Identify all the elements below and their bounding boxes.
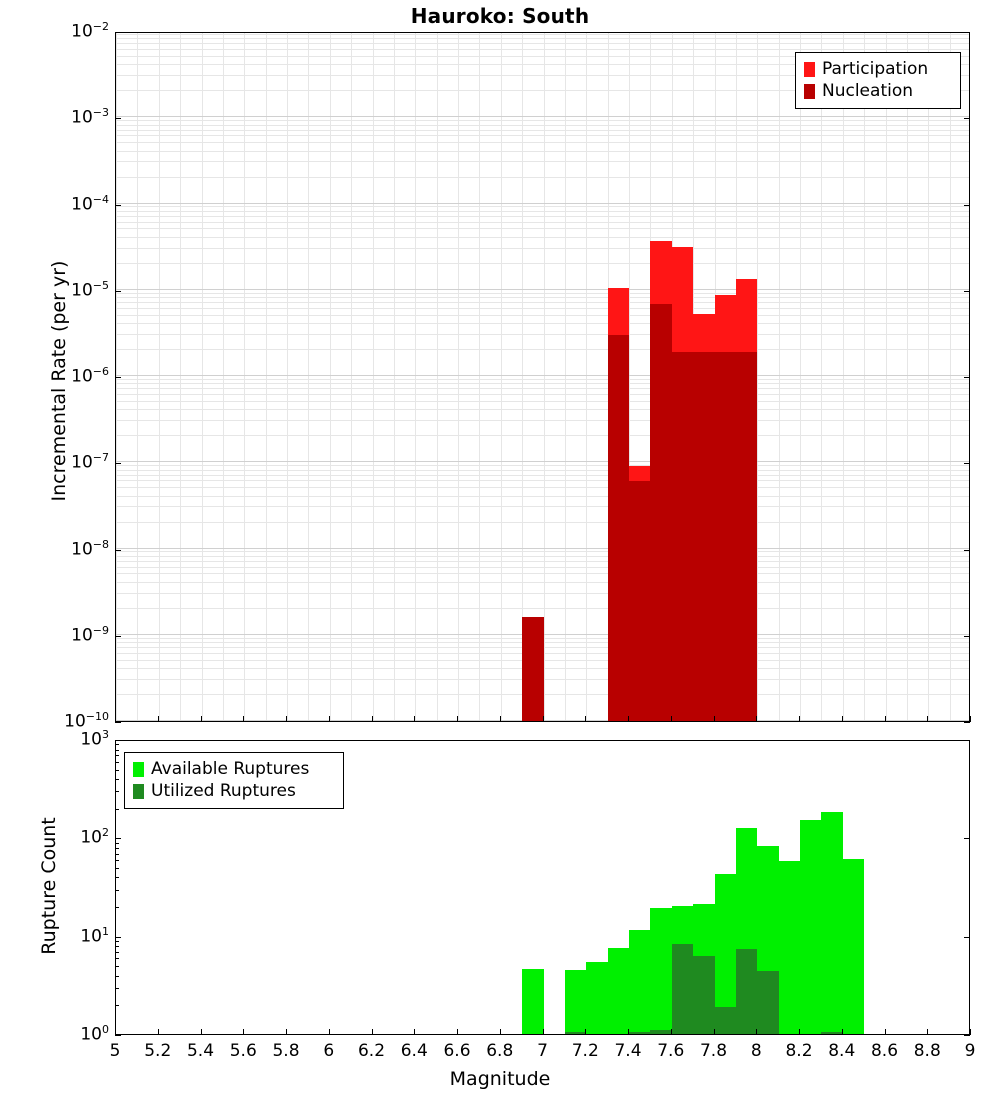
gridline-horizontal: [116, 582, 969, 583]
y-tick: [964, 937, 970, 938]
y-minor-tick: [115, 809, 119, 810]
y-minor-tick: [115, 941, 119, 942]
x-tick-label: 6.8: [486, 1041, 514, 1061]
gridline-horizontal: [116, 522, 969, 523]
gridline-horizontal: [116, 567, 969, 568]
bar-available-ruptures: [565, 970, 586, 1034]
gridline-horizontal: [116, 203, 969, 204]
x-tick-label: 6.4: [400, 1041, 428, 1061]
y-minor-tick: [115, 791, 119, 792]
y-tick: [115, 550, 121, 551]
x-tick: [543, 716, 544, 722]
bar-nucleation: [650, 304, 671, 721]
y-minor-tick: [115, 843, 119, 844]
gridline-horizontal: [116, 561, 969, 562]
gridline-horizontal: [116, 608, 969, 609]
y-tick: [115, 118, 121, 119]
y-minor-tick: [115, 770, 119, 771]
gridline-horizontal: [116, 394, 969, 395]
gridline-horizontal: [116, 465, 969, 466]
x-tick: [201, 716, 202, 722]
y-tick: [964, 291, 970, 292]
gridline-horizontal: [116, 379, 969, 380]
x-tick-label: 6: [323, 1041, 335, 1061]
legend-label-participation: Participation: [822, 59, 929, 79]
x-tick: [372, 716, 373, 722]
x-tick: [286, 716, 287, 722]
x-axis-title: Magnitude: [449, 1068, 551, 1090]
x-tick-label: 6.2: [357, 1041, 386, 1061]
x-tick: [714, 716, 715, 722]
x-tick: [885, 716, 886, 722]
y-tick: [115, 636, 121, 637]
x-tick-label: 5.6: [229, 1041, 257, 1061]
utilized-ruptures-swatch: [133, 784, 144, 799]
y-tick: [964, 636, 970, 637]
x-tick-label: 5.2: [144, 1041, 172, 1061]
gridline-horizontal: [116, 593, 969, 594]
page-title: Hauroko: South: [410, 4, 590, 28]
bar-nucleation: [736, 352, 757, 721]
x-tick: [671, 716, 672, 722]
x-tick: [671, 1029, 672, 1035]
y-tick: [115, 722, 121, 723]
x-tick: [115, 1029, 116, 1035]
gridline-horizontal: [116, 480, 969, 481]
available-ruptures-swatch: [133, 762, 144, 777]
x-tick: [799, 1029, 800, 1035]
bar-available-ruptures: [800, 820, 821, 1034]
gridline-horizontal: [116, 222, 969, 223]
gridline-horizontal: [116, 302, 969, 303]
y-tick: [115, 1035, 121, 1036]
gridline-horizontal: [116, 375, 969, 376]
bar-available-ruptures: [522, 969, 543, 1034]
y-tick-label: $10^3$: [80, 728, 109, 750]
bar-utilized-ruptures: [715, 1007, 736, 1034]
gridline-horizontal: [116, 401, 969, 402]
y-minor-tick: [115, 854, 119, 855]
gridline-horizontal: [116, 34, 969, 35]
y-minor-tick: [115, 877, 119, 878]
legend-item-nucleation: [804, 80, 952, 102]
y-minor-tick: [115, 762, 119, 763]
legend-label-utilized-ruptures: Utilized Ruptures: [151, 781, 296, 801]
y-tick: [964, 377, 970, 378]
bar-available-ruptures: [779, 861, 800, 1034]
bottom-y-axis-title: Rupture Count: [38, 817, 60, 955]
x-tick: [243, 716, 244, 722]
bar-nucleation: [693, 352, 714, 721]
x-tick-label: 7.8: [699, 1041, 728, 1061]
x-tick: [756, 716, 757, 722]
y-minor-tick: [115, 907, 119, 908]
y-tick-label: $10^{-8}$: [71, 537, 109, 560]
x-tick: [628, 1029, 629, 1035]
y-tick: [964, 722, 970, 723]
bar-utilized-ruptures: [757, 971, 778, 1034]
y-minor-tick: [115, 755, 119, 756]
gridline-horizontal: [116, 461, 969, 462]
x-tick-label: 8.6: [870, 1041, 899, 1061]
y-tick: [964, 740, 970, 741]
gridline-horizontal: [116, 161, 969, 162]
gridline-horizontal: [116, 323, 969, 324]
gridline-horizontal: [116, 388, 969, 389]
x-tick-label: 6.6: [443, 1041, 471, 1061]
legend-item-participation: [804, 58, 952, 80]
legend-label-nucleation: Nucleation: [822, 81, 914, 101]
y-minor-tick: [115, 946, 119, 947]
gridline-horizontal: [116, 297, 969, 298]
y-minor-tick: [115, 890, 119, 891]
x-tick: [329, 716, 330, 722]
y-minor-tick: [115, 744, 119, 745]
gridline-horizontal: [116, 38, 969, 39]
incremental-rate-plot: [115, 32, 970, 722]
gridline-horizontal: [116, 135, 969, 136]
y-minor-tick: [115, 779, 119, 780]
y-minor-tick: [115, 868, 119, 869]
x-tick: [457, 1029, 458, 1035]
bar-available-ruptures: [650, 908, 671, 1034]
x-tick-label: 5.4: [186, 1041, 215, 1061]
legend-item-available-ruptures: [133, 758, 335, 780]
gridline-horizontal: [116, 151, 969, 152]
x-tick: [842, 1029, 843, 1035]
x-tick-label: 7.6: [657, 1041, 685, 1061]
gridline-horizontal: [116, 383, 969, 384]
gridline-horizontal: [116, 496, 969, 497]
gridline-horizontal: [116, 487, 969, 488]
y-tick-label: $10^{-5}$: [71, 278, 109, 301]
x-tick: [158, 1029, 159, 1035]
x-tick: [543, 1029, 544, 1035]
y-minor-tick: [115, 966, 119, 967]
y-tick-label: $10^2$: [80, 826, 109, 848]
bar-utilized-ruptures: [736, 949, 757, 1034]
gridline-horizontal: [116, 435, 969, 436]
x-tick: [927, 716, 928, 722]
y-minor-tick: [115, 750, 119, 751]
x-tick: [414, 1029, 415, 1035]
y-minor-tick: [115, 958, 119, 959]
y-tick: [964, 1035, 970, 1036]
x-tick-label: 7.2: [571, 1041, 599, 1061]
x-tick: [842, 716, 843, 722]
gridline-horizontal: [116, 237, 969, 238]
bar-utilized-ruptures: [821, 1032, 842, 1034]
y-tick-label: $10^{-2}$: [71, 20, 109, 42]
x-tick-label: 7.4: [614, 1041, 642, 1061]
bar-utilized-ruptures: [672, 944, 693, 1034]
y-tick: [964, 550, 970, 551]
gridline-horizontal: [116, 420, 969, 421]
x-tick: [414, 716, 415, 722]
y-tick: [115, 838, 121, 839]
y-tick-label: $10^{-9}$: [71, 623, 109, 646]
x-tick-label: 8: [750, 1041, 762, 1061]
bar-utilized-ruptures: [629, 1032, 650, 1034]
y-tick: [964, 838, 970, 839]
y-minor-tick: [115, 976, 119, 977]
gridline-horizontal: [116, 315, 969, 316]
bar-utilized-ruptures: [693, 956, 714, 1034]
x-tick: [201, 1029, 202, 1035]
x-tick-label: 8.4: [828, 1041, 856, 1061]
bar-available-ruptures: [843, 859, 864, 1034]
gridline-horizontal: [116, 248, 969, 249]
y-minor-tick: [115, 848, 119, 849]
gridline-horizontal: [116, 228, 969, 229]
x-tick: [243, 1029, 244, 1035]
top-legend: [795, 52, 961, 109]
participation-swatch: [804, 62, 815, 77]
gridline-horizontal: [116, 506, 969, 507]
gridline-horizontal: [116, 556, 969, 557]
legend-label-available-ruptures: Available Ruptures: [151, 759, 310, 779]
y-tick: [115, 377, 121, 378]
x-tick: [457, 716, 458, 722]
y-tick: [115, 205, 121, 206]
gridline-horizontal: [116, 130, 969, 131]
x-tick: [970, 1029, 971, 1035]
x-tick: [585, 1029, 586, 1035]
x-tick: [115, 716, 116, 722]
x-tick: [756, 1029, 757, 1035]
y-tick-label: $10^{-4}$: [71, 192, 109, 215]
x-tick: [500, 716, 501, 722]
x-tick-label: 8.8: [913, 1041, 941, 1061]
gridline-horizontal: [116, 177, 969, 178]
y-tick: [964, 205, 970, 206]
y-tick-label: $10^{-7}$: [71, 451, 109, 473]
bar-available-ruptures: [821, 812, 842, 1034]
gridline-horizontal: [116, 120, 969, 121]
y-tick: [115, 740, 121, 741]
y-tick-label: $10^{-6}$: [71, 365, 109, 387]
nucleation-swatch: [804, 84, 815, 99]
gridline-horizontal: [116, 409, 969, 410]
y-tick: [115, 463, 121, 464]
gridline-horizontal: [116, 49, 969, 50]
gridline-horizontal: [116, 289, 969, 290]
x-tick: [372, 1029, 373, 1035]
bottom-legend: [124, 752, 344, 809]
x-tick: [927, 1029, 928, 1035]
y-tick-label: $10^0$: [80, 1023, 109, 1045]
gridline-horizontal: [116, 263, 969, 264]
x-tick-label: 5: [109, 1041, 121, 1061]
y-tick: [964, 118, 970, 119]
gridline-horizontal: [116, 475, 969, 476]
gridline-horizontal: [116, 470, 969, 471]
y-tick: [115, 937, 121, 938]
y-tick: [115, 291, 121, 292]
y-minor-tick: [115, 952, 119, 953]
y-tick-label: $10^1$: [80, 924, 109, 947]
x-tick: [158, 716, 159, 722]
x-tick: [628, 716, 629, 722]
bar-utilized-ruptures: [565, 1032, 586, 1034]
y-tick: [964, 32, 970, 33]
x-tick: [500, 1029, 501, 1035]
gridline-horizontal: [116, 216, 969, 217]
bar-nucleation: [672, 352, 693, 721]
y-minor-tick: [115, 860, 119, 861]
y-tick: [964, 463, 970, 464]
gridline-horizontal: [116, 308, 969, 309]
bar-utilized-ruptures: [650, 1030, 671, 1034]
gridline-horizontal: [116, 548, 969, 549]
gridline-horizontal: [116, 211, 969, 212]
y-tick-label: $10^{-3}$: [71, 106, 109, 128]
bar-nucleation: [608, 335, 629, 721]
gridline-horizontal: [116, 551, 969, 552]
gridline-horizontal: [116, 206, 969, 207]
bar-nucleation: [522, 617, 543, 721]
bar-nucleation: [629, 481, 650, 721]
y-tick-label: $10^{-10}$: [64, 710, 109, 732]
x-tick: [585, 716, 586, 722]
bar-available-ruptures: [586, 962, 607, 1034]
top-y-axis-title: Incremental Rate (per yr): [48, 260, 70, 502]
y-tick: [115, 32, 121, 33]
y-minor-tick: [115, 1005, 119, 1006]
gridline-horizontal: [116, 142, 969, 143]
bar-available-ruptures: [629, 930, 650, 1034]
gridline-horizontal: [116, 573, 969, 574]
x-tick-label: 9: [964, 1041, 976, 1061]
y-minor-tick: [115, 988, 119, 989]
x-tick: [970, 716, 971, 722]
gridline-horizontal: [116, 43, 969, 44]
x-tick: [885, 1029, 886, 1035]
x-tick-label: 8.2: [785, 1041, 813, 1061]
bar-available-ruptures: [608, 948, 629, 1034]
bar-nucleation: [715, 352, 736, 721]
gridline-horizontal: [116, 125, 969, 126]
gridline-horizontal: [116, 293, 969, 294]
x-tick: [329, 1029, 330, 1035]
x-tick: [714, 1029, 715, 1035]
gridline-horizontal: [116, 116, 969, 117]
x-tick-label: 5.8: [272, 1041, 300, 1061]
gridline-horizontal: [116, 349, 969, 350]
x-tick-label: 7: [537, 1041, 548, 1061]
legend-item-utilized-ruptures: [133, 780, 335, 802]
x-tick: [286, 1029, 287, 1035]
x-tick: [799, 716, 800, 722]
gridline-horizontal: [116, 334, 969, 335]
